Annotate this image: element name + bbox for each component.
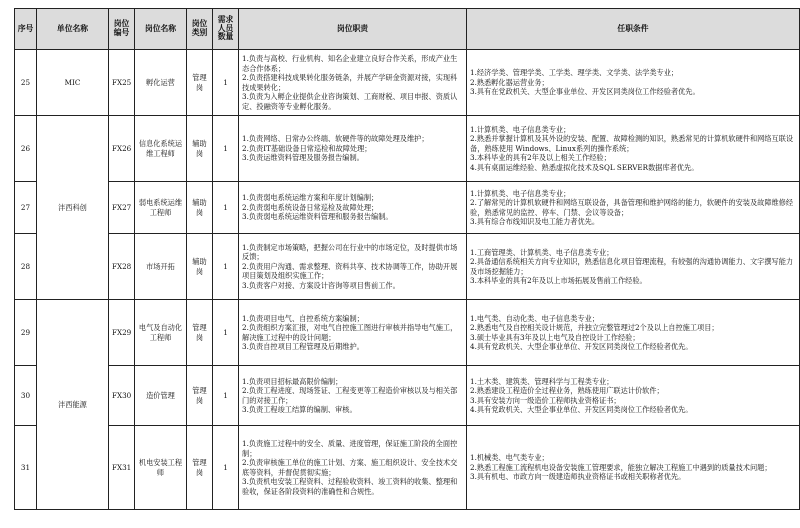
job-requirements: 1.土木类、建筑类、管理科学与工程类专业； 2.熟悉建设工程造价全过程业务，熟练使用广联达计价软件； 3.具有安装方向一级造价工程师执业资格证书； 4.具有党政机关、大型企事业单位、开发区同类岗位工作经验者优先。 xyxy=(467,366,800,426)
job-category: 管理岗 xyxy=(187,366,213,426)
header-duties: 岗位职责 xyxy=(239,9,467,50)
table-row xyxy=(15,116,800,182)
job-code: FX26 xyxy=(109,116,135,182)
row-no: 27 xyxy=(15,182,37,234)
header-category: 岗位 类别 xyxy=(187,9,213,50)
header-count: 需求 人员 数量 xyxy=(213,9,239,50)
job-name: 机电安装工程师 xyxy=(135,426,187,510)
row-no: 30 xyxy=(15,366,37,426)
job-count: 1 xyxy=(213,300,239,366)
job-name: 弱电系统运维工程师 xyxy=(135,182,187,234)
job-duties: 1.负责网络、日常办公终端、软硬件等的故障处理及维护； 2.负责IT基础设备日常巡检和故障处理； 3.负责运维资料管理及服务报告编制。 xyxy=(239,116,467,182)
table-row xyxy=(15,426,800,510)
unit-name: 沣西科创 xyxy=(37,116,109,300)
job-code: FX30 xyxy=(109,366,135,426)
job-name: 造价管理 xyxy=(135,366,187,426)
job-count: 1 xyxy=(213,50,239,116)
job-duties: 1.负责施工过程中的安全、质量、进度管理，保证施工阶段的全面控制； 2.负责审核施工单位的施工计划、方案、施工组织设计、安全技术交底等资料，并督促贯彻实施； 3.负责机电安装工程资料、过程验收资料、竣工资料的收集、整理和验收，保证各阶段资料的准确性和合规性。 xyxy=(239,426,467,510)
header-unit: 单位名称 xyxy=(37,9,109,50)
header-name: 岗位名称 xyxy=(135,9,187,50)
header-code: 岗位 编号 xyxy=(109,9,135,50)
unit-name: MIC xyxy=(37,50,109,116)
row-no: 28 xyxy=(15,234,37,300)
job-count: 1 xyxy=(213,182,239,234)
job-requirements: 1.计算机类、电子信息类专业； 2.熟悉并掌握计算机及其外设的安装、配置、故障检测的知识，熟悉常见的计算机软硬件和网络互联设备，熟练使用 Windows、Linux系列的操作系统； 3.本科毕业的具有2年及以上相关工作经验； 4.具有桌面运维经验、熟悉虚拟化技术及SQL SERVER数据库者优先。 xyxy=(467,116,800,182)
table-row xyxy=(15,366,800,426)
job-name: 电气及自动化工程师 xyxy=(135,300,187,366)
job-category: 辅助岗 xyxy=(187,116,213,182)
job-code: FX31 xyxy=(109,426,135,510)
job-code: FX29 xyxy=(109,300,135,366)
job-name: 孵化运营 xyxy=(135,50,187,116)
recruitment-table xyxy=(14,8,800,510)
job-duties: 1.负责项目招标最高限价编制； 2.负责工程进度、现场签证、工程变更等工程造价审核以及与相关部门的对接工作； 3.负责工程竣工结算的编制、审核。 xyxy=(239,366,467,426)
job-requirements: 1.经济学类、管理学类、工学类、理学类、文学类、法学类专业； 2.熟悉孵化器运营业务； 3.具有在党政机关、大型企事业单位、开发区同类岗位工作经验者优先。 xyxy=(467,50,800,116)
job-category: 辅助岗 xyxy=(187,234,213,300)
job-duties: 1.负责制定市场策略，把握公司在行业中的市场定位，及时提供市场反馈； 2.负责用户沟通、需求整理、资料共享、技术协调等工作，协助开展项目策划及组织实施工作； 3.负责客户对接、方案设计咨询等项目售前工作。 xyxy=(239,234,467,300)
job-name: 市场开拓 xyxy=(135,234,187,300)
job-requirements: 1.机械类、电气类专业； 2.熟悉工程施工流程机电设备安装施工管理要求，能独立解决工程施工中遇到的质量技术问题； 3.具有机电、市政方向一级建造师执业资格证书或相关职称者优先。 xyxy=(467,426,800,510)
job-duties: 1.负责与高校、行业机构、知名企业建立良好合作关系，形成产业生态合作体系； 2.负责搭建科技成果转化服务链条，并展产学研金资源对接，实现科技成果转化； 3.负责为入孵企业提供企业咨询策划、工商财税、项目申报、资质认定、投融资等专业孵化服务。 xyxy=(239,50,467,116)
job-count: 1 xyxy=(213,366,239,426)
job-code: FX28 xyxy=(109,234,135,300)
job-category: 管理岗 xyxy=(187,300,213,366)
job-category: 管理岗 xyxy=(187,426,213,510)
unit-name: 沣西能源 xyxy=(37,300,109,510)
job-requirements: 1.电气类、自动化类、电子信息类专业； 2.熟悉电气及自控相关设计规范，并独立完整管理过2个及以上自控施工项目； 3.硕士毕业具有3年及以上电气及自控设计工作经验； 4.具有党政机关、大型企事业单位、开发区同类岗位工作经验者优先。 xyxy=(467,300,800,366)
table-row xyxy=(15,182,800,234)
job-name: 信息化系统运维工程师 xyxy=(135,116,187,182)
table-row xyxy=(15,300,800,366)
header-no: 序号 xyxy=(15,9,37,50)
job-duties: 1.负责项目电气、自控系统方案编制； 2.负责组织方案汇报，对电气自控施工图进行审核并指导电气施工，解决施工过程中的设计问题； 3.负责自控项目工程管理及后期维护。 xyxy=(239,300,467,366)
job-category: 管理岗 xyxy=(187,50,213,116)
job-count: 1 xyxy=(213,426,239,510)
job-code: FX25 xyxy=(109,50,135,116)
table-row xyxy=(15,50,800,116)
row-no: 29 xyxy=(15,300,37,366)
row-no: 25 xyxy=(15,50,37,116)
header-requirements: 任职条件 xyxy=(467,9,800,50)
job-count: 1 xyxy=(213,116,239,182)
job-category: 辅助岗 xyxy=(187,182,213,234)
job-count: 1 xyxy=(213,234,239,300)
row-no: 31 xyxy=(15,426,37,510)
row-no: 26 xyxy=(15,116,37,182)
job-requirements: 1.工商管理类、计算机类、电子信息类专业； 2.具备通信系统相关方向专业知识，熟悉信息化项目管理流程，有较强的沟通协调能力、文字撰写能力及市场挖掘能力； 3.本科毕业的具有2年及以上市场拓展及售前工作经验。 xyxy=(467,234,800,300)
table-row xyxy=(15,234,800,300)
job-requirements: 1.计算机类、电子信息类专业； 2.了解常见的计算机软硬件和网络互联设备，具备管理和维护网络的能力，软硬件的安装及故障维修经验，熟悉常见的监控、停车、门禁、会议等设备； 3.具有综合布线知识及电工能力者优先。 xyxy=(467,182,800,234)
table-header-row xyxy=(15,9,800,50)
job-code: FX27 xyxy=(109,182,135,234)
job-duties: 1.负责弱电系统运维方案和年度计划编制； 2.负责弱电系统设备日常巡检及故障处理； 3.负责弱电系统运维资料管理和服务报告编制。 xyxy=(239,182,467,234)
